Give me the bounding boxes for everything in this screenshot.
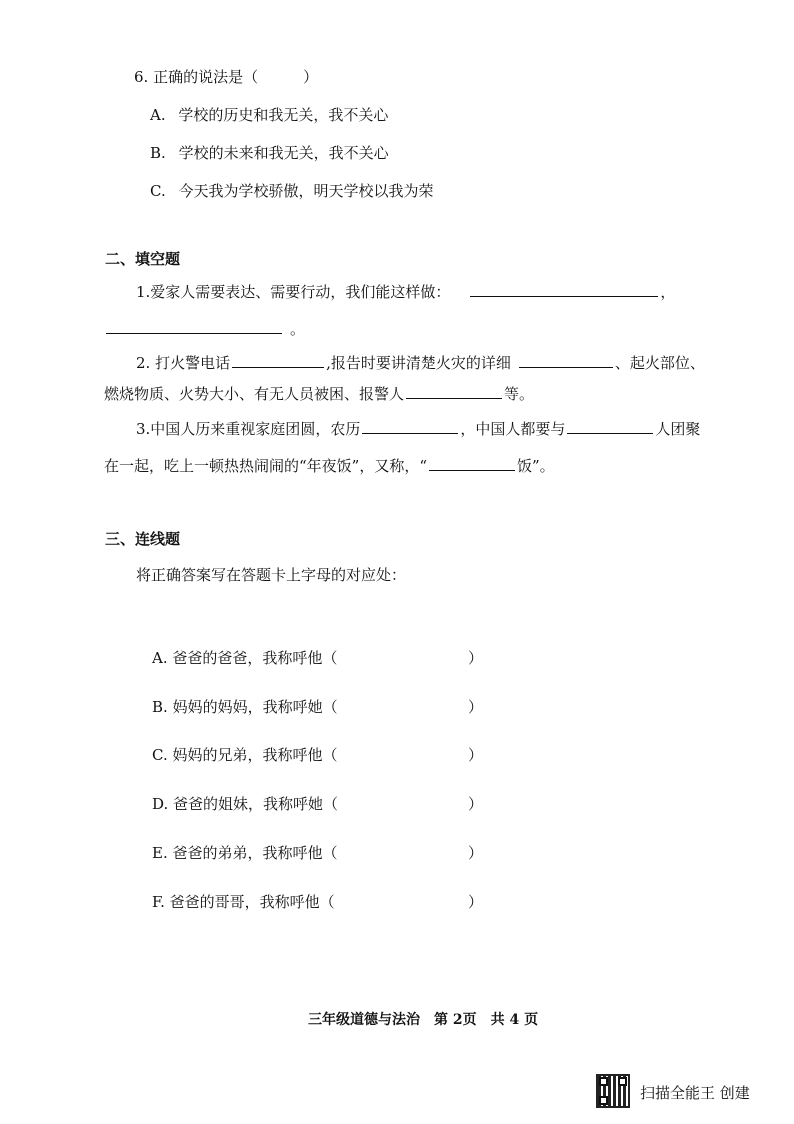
answer-blank[interactable] (470, 295, 658, 297)
fill-q3-text-c: 人团聚 (655, 420, 701, 438)
fill-q2-text-e: 等。 (504, 385, 535, 403)
match-item-e (152, 842, 484, 863)
answer-bracket[interactable]: ） (468, 698, 484, 716)
item-letter: D. (152, 795, 169, 813)
answer-bracket[interactable]: ） (468, 893, 484, 911)
answer-blank[interactable] (429, 469, 515, 471)
page-footer: 三年级道德与法治 第 2页 共 4 页 (308, 1012, 539, 1028)
item-letter: C. (152, 746, 168, 764)
fill-q2-text-b: ,报告时要讲清楚火灾的详细 (326, 354, 511, 372)
q6-option-b (150, 142, 389, 163)
question-6-stem: 6. 正确的说法是（ ） (134, 68, 319, 86)
match-item-c (152, 744, 484, 765)
option-letter: B. (150, 144, 166, 162)
section-heading-fill-in: 二、填空题 (105, 250, 181, 268)
answer-blank[interactable] (106, 332, 282, 334)
fill-q2-text-a: 2. 打火警电话 (136, 354, 231, 372)
item-text: 爸爸的哥哥，我称呼他（ (169, 893, 335, 911)
qr-code-icon (596, 1074, 630, 1108)
answer-bracket[interactable]: ） (468, 795, 484, 813)
item-text: 爸爸的爸爸，我称呼他（ (172, 649, 338, 667)
answer-blank[interactable] (406, 397, 502, 399)
fill-q2-text-c: 、起火部位、 (614, 354, 705, 372)
fill-q2-text-d: 燃烧物质、火势大小、有无人员被困、报警人 (104, 385, 405, 403)
matching-instruction: 将正确答案写在答题卡上字母的对应处： (136, 566, 407, 584)
match-item-d (152, 793, 484, 814)
item-letter: B. (152, 698, 168, 716)
item-text: 妈妈的妈妈，我称呼她（ (172, 698, 338, 716)
fill-q3-text-a: 3.中国人历来重视家庭团圆，农历 (136, 420, 361, 438)
match-item-b (152, 696, 484, 717)
item-letter: A. (152, 649, 168, 667)
fill-q1-line1 (136, 281, 675, 302)
item-text: 妈妈的兄弟，我称呼他（ (172, 746, 338, 764)
fill-q3-text-b: ，中国人都要与 (460, 420, 566, 438)
answer-bracket[interactable]: ） (468, 746, 484, 764)
answer-bracket[interactable]: ） (468, 649, 484, 667)
q6-option-a (150, 104, 388, 125)
punctuation: ， (660, 283, 676, 301)
option-text: 学校的未来和我无关，我不关心 (178, 144, 389, 162)
fill-q1-line2 (104, 318, 305, 339)
fill-q3-line1 (136, 418, 700, 439)
answer-blank[interactable] (362, 432, 458, 434)
fill-q2-line1 (136, 352, 705, 373)
q6-option-c (150, 180, 434, 201)
option-text: 今天我为学校骄傲，明天学校以我为荣 (178, 182, 434, 200)
item-text: 爸爸的弟弟，我称呼他（ (172, 844, 338, 862)
item-letter: E. (152, 844, 168, 862)
fill-q3-line2 (104, 455, 555, 476)
answer-blank[interactable] (567, 432, 653, 434)
scanner-watermark: 扫描全能王 创建 (640, 1084, 750, 1102)
answer-blank[interactable] (232, 366, 324, 368)
section-heading-matching: 三、连线题 (105, 530, 181, 548)
fill-q3-text-e: 饭”。 (517, 457, 555, 475)
option-text: 学校的历史和我无关，我不关心 (178, 106, 389, 124)
match-item-a (152, 647, 484, 668)
fill-q1-text: 1.爱家人需要表达、需要行动，我们能这样做： (136, 283, 451, 301)
option-letter: C. (150, 182, 166, 200)
answer-bracket[interactable]: ） (468, 844, 484, 862)
item-letter: F. (152, 893, 165, 911)
punctuation: 。 (290, 320, 306, 338)
item-text: 爸爸的姐妹，我称呼她（ (173, 795, 339, 813)
answer-blank[interactable] (519, 366, 613, 368)
option-letter: A. (150, 106, 166, 124)
fill-q3-text-d: 在一起，吃上一顿热热闹闹的“年夜饭”，又称，“ (104, 457, 428, 475)
match-item-f (152, 891, 484, 912)
fill-q2-line2 (104, 383, 534, 404)
